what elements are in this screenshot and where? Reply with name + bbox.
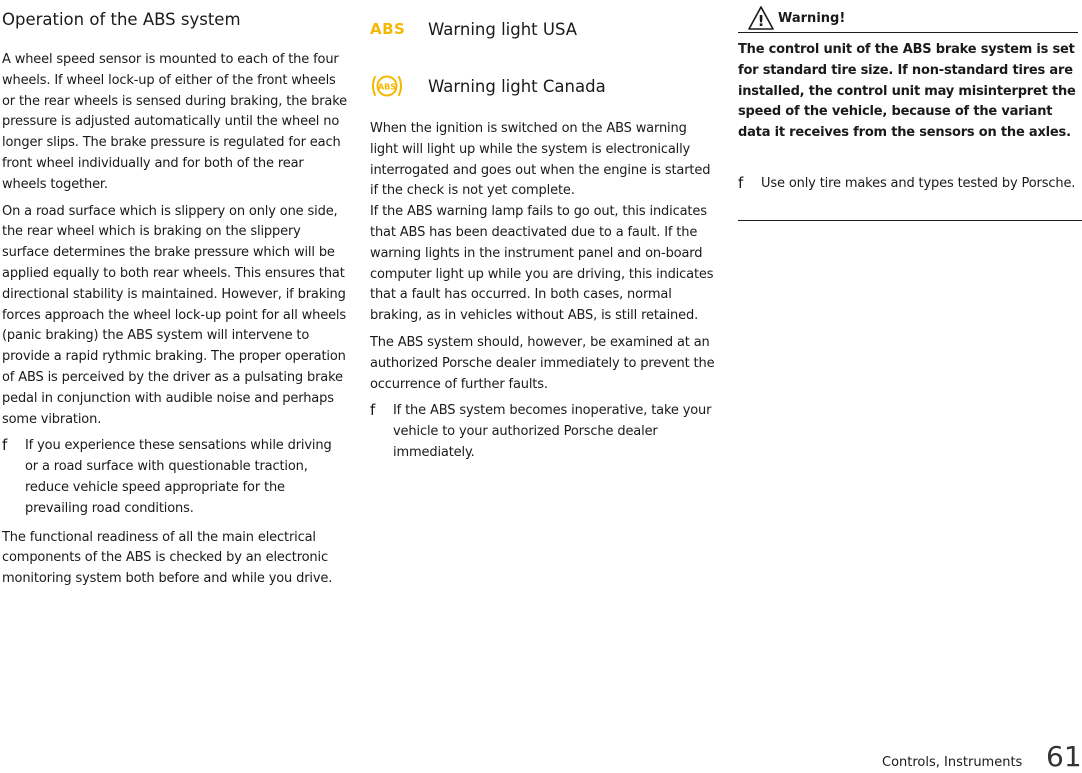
paragraph-ignition-check: When the ignition is switched on the ABS warning light will light up while the system is electronically interrogated and goes out when the engine is started if the check is not yet complete. bbox=[370, 121, 711, 199]
abs-canada-icon-text: ABS bbox=[377, 82, 397, 92]
page-number: 61 bbox=[1046, 740, 1082, 773]
paragraph-monitoring: The functional readiness of all the main electrical components of the ABS is checked by an electronic monitoring system both before and while you drive. bbox=[2, 529, 333, 587]
bullet-marker: f bbox=[2, 436, 8, 455]
warning-light-canada-row bbox=[370, 72, 606, 100]
warning-light-usa-label: Warning light USA bbox=[428, 19, 578, 39]
footer-section-name: Controls, Instruments bbox=[882, 755, 1023, 770]
abs-usa-icon bbox=[370, 15, 410, 43]
paragraph-dealer-exam: The ABS system should, however, be examined at an authorized Porsche dealer immediately to prevent the occurrence of further faults. bbox=[370, 334, 715, 392]
warning-light-canada-label: Warning light Canada bbox=[428, 76, 606, 96]
bullet-item bbox=[2, 436, 348, 519]
paragraph-wheel-sensor: A wheel speed sensor is mounted to each of the four wheels. If wheel lock-up of either of the front wheels or the rear wheels is sensed during braking, the brake pressure is adjusted automatically until the wheel no longer slips. The brake pressure is regulated for each front wheel individually and for both of the rear wheels together. bbox=[2, 52, 347, 192]
abs-canada-circle-icon bbox=[370, 72, 404, 100]
warning-title: Warning! bbox=[778, 11, 846, 26]
bullet-item bbox=[370, 401, 716, 463]
bullet-text: If you experience these sensations while driving or a road surface with questionable traction, reduce vehicle speed appropriate for the prevailing road conditions. bbox=[25, 438, 332, 516]
bullet-text: Use only tire makes and types tested by Porsche. bbox=[761, 176, 1076, 191]
warning-light-usa-row bbox=[370, 15, 577, 43]
left-body bbox=[2, 50, 348, 596]
middle-body bbox=[370, 119, 716, 472]
abs-usa-icon-text: ABS bbox=[370, 20, 406, 38]
bullet-marker: f bbox=[370, 401, 376, 420]
bullet-item bbox=[738, 174, 1082, 195]
bullet-text: If the ABS system becomes inoperative, take your vehicle to your authorized Porsche dealer immediately. bbox=[393, 403, 712, 460]
warning-icon-mark: ! bbox=[757, 12, 765, 30]
warning-bottom-rule bbox=[738, 220, 1082, 221]
warning-triangle-icon bbox=[748, 6, 774, 30]
paragraph-slippery-surface: On a road surface which is slippery on only one side, the rear wheel which is braking on the slippery surface determines the brake pressure which will be applied equally to both rear wheels. This ensures that directional stability is maintained. However, if braking forces approach the wheel lock-up point for all wheels (panic braking) the ABS system will intervene to provide a rapid rythmic braking. The proper operation of ABS is perceived by the driver as a pulsating brake pedal in conjunction with audible noise and perhaps some vibration. bbox=[2, 203, 347, 427]
paragraph-lamp-fails: If the ABS warning lamp fails to go out, this indicates that ABS has been deactivated due to a fault. If the warning lights in the instrument panel and on-board computer light up while you are driving, this indicates that a fault has occurred. In both cases, normal braking, as in vehicles without ABS, is still retained. bbox=[370, 204, 714, 324]
bullet-marker: f bbox=[738, 174, 744, 192]
abs-canada-icon bbox=[370, 72, 410, 100]
warning-header bbox=[738, 4, 1078, 33]
section-title: Operation of the ABS system bbox=[2, 10, 241, 29]
warning-text: The control unit of the ABS brake system is set for standard tire size. If non-standard tires are installed, the control unit may misinterpret the speed of the vehicle, because of the variant data it receives from the sensors on the axles. bbox=[738, 42, 1076, 141]
